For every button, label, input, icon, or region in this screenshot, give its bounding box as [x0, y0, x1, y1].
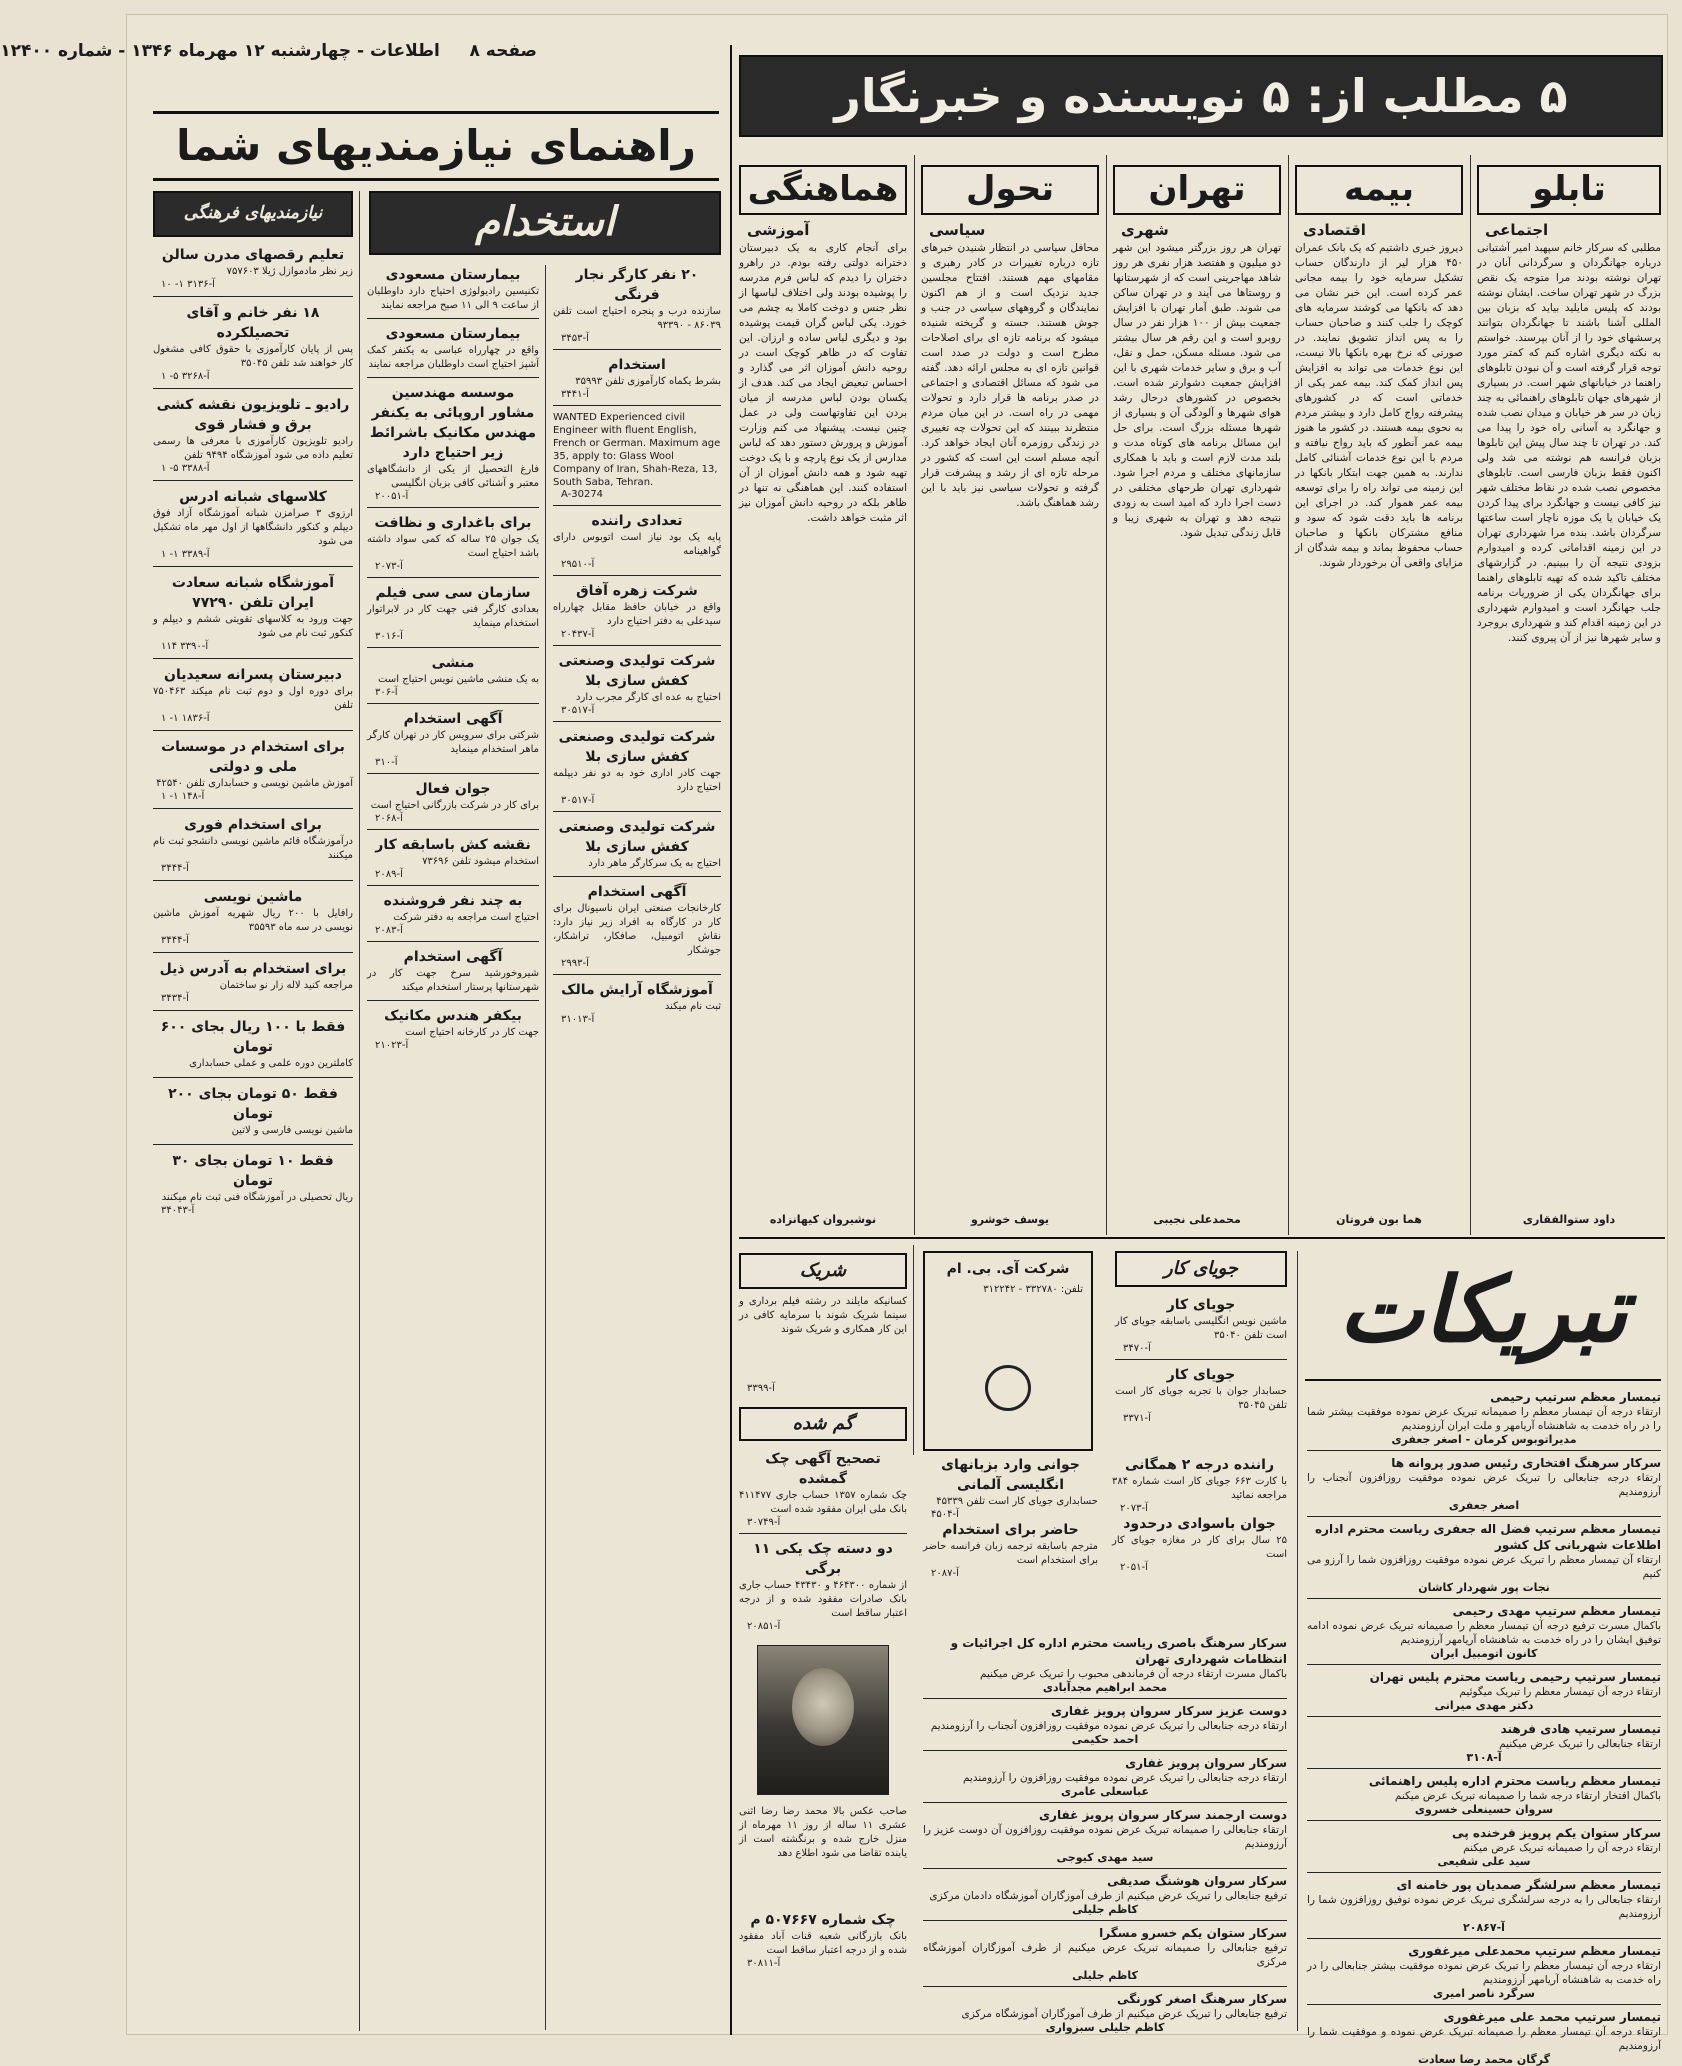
ad-body: برای دوره اول و دوم ثبت نام میکند ۷۵۰۴۶۳ تلفن: [153, 686, 353, 711]
congrats-signature: نجات پور شهردار کاشان: [1418, 1581, 1550, 1594]
column-title-tablo: [1477, 165, 1661, 215]
ad-code: آ-۳۴۴۱: [561, 389, 589, 400]
ibm-title: شرکت آی. بی. ام: [946, 1261, 1070, 1277]
congrats-signature: مدیراتوبوس کرمان - اصغر جعفری: [1391, 1433, 1577, 1446]
column-title-tahavol: [921, 165, 1099, 215]
ad-body: ریال تحصیلی در آموزشگاه فنی ثبت نام میکنند: [161, 1192, 353, 1203]
ad-code: آ-۲۰۷۳: [375, 561, 403, 572]
ad-code: آ-۳۱۰۱۳: [561, 1014, 595, 1025]
ad-body: ماشین نویس انگلیسی باسابقه جویای کار است تلفن ۳۵۰۴۰: [1115, 1316, 1287, 1341]
ad-title: تصحیح آگهی چک گمشده: [765, 1451, 881, 1487]
ad-body: آموزش ماشین نویسی و حسابداری تلفن ۴۲۵۴۰: [156, 778, 353, 789]
ad-code: ۱ -۱ آ-۱۸۳۶: [161, 713, 210, 724]
congrats-signature: کاظم جلیلی: [1072, 1969, 1138, 1982]
ad-code: ۱ -۵ آ-۳۳۸۸: [161, 463, 210, 474]
ad-body: ارزوی ۳ صرامزن شبانه آموزشگاه آزاد فوق دیپلم و کنکور دانشگاهها از اول مهر ماه تشکیل می شود: [153, 508, 353, 547]
congrats-signature: آ-۳۱۰۸: [1466, 1751, 1502, 1764]
ad-title: جویای کار: [1166, 1297, 1236, 1313]
ad-body: جهت ورود به کلاسهای تقویتی ششم و دیپلم و کنکور ثبت نام می شود: [153, 614, 353, 639]
congrats-signature: سرگرد ناصر امیری: [1433, 1987, 1535, 2000]
congrats-signature: سید مهدی کیوجی: [1056, 1851, 1154, 1864]
ad-title: شرکت تولیدی وصنعتی کفش سازی بلا: [558, 819, 716, 855]
ad-body: بشرط یکماه کارآموزی تلفن ۳۵۹۹۳: [575, 376, 721, 387]
ad-body: احتیاج به عده ای کارگر مجرب دارد: [576, 692, 721, 703]
congrats-signature: اصغر جعفری: [1448, 1499, 1520, 1512]
congrats-title: تیمسار معظم سرتیپ مهدی رحیمی: [1452, 1604, 1661, 1618]
column-sub-bime: اقتصادی: [1303, 221, 1366, 239]
ad-title: ماشین نویسی: [203, 889, 303, 905]
ad-body: فارغ التحصیل از یکی از دانشگاههای معتبر و آشنائی کافی بزبان انگلیسی: [367, 464, 539, 489]
ad-code: ۱ -۵ آ-۳۲۶۸: [161, 371, 210, 382]
ad-title: بیمارستان مسعودی: [385, 326, 521, 342]
ad-code: آ-۳۴۳۴: [161, 993, 189, 1004]
ad-code: آ-۳۱۰: [375, 757, 398, 768]
ad-body: یک جوان ۲۵ ساله که کمی سواد داشته باشد احتیاج است: [367, 534, 539, 559]
congrats-body: ترفیع جنابعالی را تبریک عرض میکنیم از طرف آموزگاران آموزشگاه مرکزی: [961, 2008, 1287, 2020]
ad-body: استخدام میشود تلفن ۷۳۶۹۶: [422, 856, 539, 867]
congrats-title: سرکار ستوان یکم پرویز فرخنده پی: [1452, 1826, 1661, 1840]
cheque-ad: [739, 1910, 907, 1969]
missing-person-text: صاحب عکس بالا محمد رضا رضا اثنی عشری ۱۱ ساله از روز ۱۱ مهرماه از منزل خارج شده و برنگشته است از یابنده تقاضا می شود اطلاع دهد: [739, 1806, 907, 1859]
ad-title: برای باغداری و نظافت: [374, 515, 532, 531]
col-title-text: تهران: [1148, 169, 1246, 209]
column-sub-tahavol: سیاسی: [929, 221, 986, 239]
congrats-body: باکمال مسرت ارتقاء درجه آن فرماندهی محبوب را تبریک عرض میکنیم: [979, 1668, 1287, 1680]
col-title-text: بیمه: [1343, 169, 1415, 209]
ad-title: جویای کار: [1166, 1367, 1236, 1383]
ad-title: فقط ۵۰ تومان بجای ۲۰۰ تومان: [168, 1086, 338, 1122]
lost-header: [739, 1407, 907, 1441]
column-body-hamahangi: برای آنجام کاری به یک دبیرستان دخترانه دولتی رفته بودم. در راهرو دختران را دیدم که لباس فرم مدرسه را پوشیده بودند ولی اختلاف لباسها از نظر جنس و دوخت کاملا به چشم می خورد. یکی لباس گران قیمت پوشیده بود و دیگری لباس ساده و ارزان. این تفاوت که در ظاهر کوچک است در روحیه دانش آموزان اثر می گذارد و احساس تبعیض ایجاد می کند. هدف از یکسان بودن لباس مدرسه از میان بردن این تفاوتهاست ولی در عمل چنین نیست. پیشنهاد می کنم وزارت آموزش و پرورش دستور دهد که لباس مدارس از یک نوع پارچه و با یک دوخت تهیه شود و همه دانش آموزان از آن استفاده کنند. این هماهنگی نه تنها در ظاهر بلکه در روحیه دانش آموزان نیز اثر مثبت خواهد داشت.: [739, 242, 907, 524]
congrats-title: دوست ارجمند سرکار سروان پرویز غفاری: [1039, 1808, 1287, 1822]
congrats-title: سرکار ستوان یکم خسرو مسگرا: [1099, 1926, 1287, 1940]
job-seekers-list-2: [923, 1455, 1287, 1579]
congrats-body: ارتقاء درجه جنابعالی را تبریک عرض نموده موفقیت روزافزون آنجناب را آرزومندیم: [1307, 1472, 1661, 1498]
congrats-title: تیمسار سرتیپ رحیمی ریاست محترم پلیس تهران: [1369, 1670, 1661, 1684]
ad-code: آ-۳۰۱۶: [375, 631, 403, 642]
ad-code: ۱ -۱ آ-۱۴۸: [161, 791, 205, 802]
congrats-title: تیمسار معظم سرتیپ محمدعلی میرغفوری: [1408, 1944, 1661, 1958]
col-title-text: هماهنگی: [747, 169, 899, 209]
job-seekers-header: [1115, 1251, 1287, 1287]
author-tehran: محمدعلی نجیبی: [1153, 1213, 1241, 1226]
missing-person-photo: [757, 1645, 889, 1795]
lost-ads: [739, 1449, 907, 1632]
header-info: [0, 41, 537, 61]
ad-body: احتیاج به یک سرکارگر ماهر دارد: [588, 858, 721, 869]
ad-body: احتیاج است مراجعه به دفتر شرکت: [393, 912, 539, 923]
ad-body: حسابدار جوان با تجربه جویای کار است تلفن ۳۵۰۴۵: [1115, 1386, 1287, 1411]
ad-title: برای استخدام در موسسات ملی و دولتی: [161, 739, 345, 775]
ad-body: چک شماره ۱۳۵۷ حساب جاری ۴۱۱۴۷۷ بانک ملی ایران مفقود شده است: [739, 1490, 908, 1515]
ad-title: برای استخدام فوری: [184, 817, 322, 833]
column-sub-hamahangi: آموزشی: [747, 221, 810, 239]
needs-header-text: نیازمندیهای فرهنگی: [183, 203, 323, 223]
author-hamahangi: نوشیروان کیهانزاده: [769, 1213, 877, 1226]
ad-code: آ-۳۴۴۴: [161, 935, 189, 946]
ad-title: ۱۸ نفر خانم و آقای تحصیلکرده: [186, 305, 320, 341]
congrats-body: ارتقاء درجه آن تیمسار معظم را تبریک میگوئیم: [1459, 1686, 1661, 1698]
col-title-text: تحول: [965, 169, 1055, 209]
column-sub-tehran: شهری: [1121, 221, 1169, 239]
ad-title: برای استخدام به آدرس ذیل: [159, 961, 347, 977]
ad-body: درآموزشگاه قائم ماشین نویسی دانشجو ثبت نام میکنند: [153, 836, 353, 861]
ad-code: آ-۲۰۴۳۷: [561, 629, 595, 640]
ad-title: ۲۰ نفر کارگر نجار فرنگی: [575, 267, 699, 303]
ad-code: آ-۳۰۷۴۹: [747, 1517, 781, 1528]
ad-title: نقشه کش باسابقه کار: [375, 837, 531, 853]
ad-code: آ-۳۰۵۱۷: [561, 795, 595, 806]
congrats-title: تیمسار معظم ریاست محترم اداره پلیس راهنمائی: [1368, 1774, 1661, 1788]
ad-title: آگهی استخدام: [403, 711, 503, 727]
congrats-body: ارتقاء درجه آن را صمیمانه تبریک عرض میکنم: [1463, 1842, 1661, 1854]
column-title-bime: [1295, 165, 1463, 215]
congrats-body: ارتقاء جنابعالی را به درجه سرلشگری تبریک عرض نموده توفیق روزافزون شما را آرزومندیم: [1307, 1894, 1661, 1920]
ad-title: حاضر برای استخدام: [942, 1522, 1079, 1538]
ad-title: دو دسته چک یکی ۱۱ برگی: [753, 1541, 893, 1577]
ad-code: آ-۲۰۸۹: [375, 869, 403, 880]
congrats-signature: گرگان محمد رضا سعادت: [1417, 2053, 1551, 2066]
congrats-body: ارتقاء آن تیمسار معظم را تبریک عرض نموده موفقیت روزافزون شما را آرزو می کنیم: [1307, 1554, 1661, 1580]
congratulations-header: [1305, 1251, 1661, 1381]
congrats-title: تیمسار معظم سرتیپ فضل اله جعفری ریاست محترم اداره اطلاعات شهربانی کل کشور: [1314, 1522, 1661, 1552]
ad-title: چک شماره ۵۰۷۶۶۷ م: [750, 1912, 896, 1928]
author-tablo: داود ستوالفقاری: [1522, 1213, 1616, 1226]
ad-body: سازنده درب و پنجره احتیاج است تلفن ۸۶۰۳۹ - ۹۳۳۹۰: [553, 306, 721, 331]
column-body-tablo: مطلبی که سرکار خانم سپهبد امیر آشتیانی درباره جهانگردان و سرگردانی آنان در تهران نوشته بودند مرا متوجه یک نقص بزرگ در شهر تهران ساخت. ایشان نوشته بودند که پلیس مایلید بیاید که بزبان بین المللی آشنا باشند تا جهانگردان بتوانند پرسشهای خود را از آنان بپرسند. خواستم به نکته دیگری اشاره کنم که کمتر مورد توجه قرار گرفته است و آن نبودن تابلوهای راهنما در خیابانهای شهر است. در بسیاری از شهرهای جهان تابلوهای راهنمائی به چند زبان در سر هر خیابان و میدان نصب شده و جهانگرد به آسانی راه خود را پیدا می کند. در تهران تا چند سال پیش این تابلوها بزبان فرانسه هم نوشته می شد ولی اکنون فقط بزبان فارسی است. تابلوهای مخصوص نصب شده در نقاط مختلف شهر نیز کافی نیست و جهانگرد برای پیدا کردن یک خیابان یا یک موزه ناچار است ساعتها سرگردان باشد. بنده مرا شهرداری تهران در این زمینه اقداماتی کرده و امیدوارم بزودی نتیجه آن را ببینیم. در گزارشهای مختلف تاکید شده که تهیه تابلوهای راهنما برای جهانگردان یکی از ضروریات برنامه جلب جهانگرد است و امیدوارم شهرداری در این زمینه اقدام کند و شهرداری بروجرد و سایر شهرها نیز از آن پیروی کنند.: [1477, 242, 1661, 644]
congrats-signature: سید علی شفیعی: [1437, 1855, 1531, 1868]
congrats-signature: کاظم جلیلی: [1072, 1903, 1138, 1916]
ad-code: ۱۰ -۱ آ-۳۱۳۶: [161, 279, 215, 290]
ad-body: از شماره ۴۶۴۳۰۰ و ۴۳۴۳۰ حساب جاری بانک صادرات مفقود شده و از درجه اعتبار ساقط است: [739, 1580, 907, 1619]
ad-title: آگهی استخدام: [403, 949, 503, 965]
ad-title: آگهی استخدام: [587, 884, 687, 900]
ad-body: رافایل با ۲۰۰ ریال شهریه آموزش ماشین نویسی در سه ماه ۳۵۵۹۳: [153, 908, 353, 933]
congrats-title: تیمسار سرتیپ محمد علی میرغفوری: [1443, 2010, 1661, 2024]
ad-body: بانک بازرگانی شعبه قنات آباد مفقود شده و از درجه اعتبار ساقط است: [739, 1931, 907, 1956]
ad-title: جوانی وارد بزبانهای انگلیسی آلمانی: [941, 1457, 1080, 1493]
column-body-bime: دیروز خبری داشتیم که یک بانک عمران ۴۵۰ هزار لیر از دارندگان حساب تشکیل سرمایه خود را بیمه مجانی عمر کرده است. این خبر نشان می دهد که بانکها می کوشند سرمایه های کوچک را جلب کنند و صاحبان حساب را به پس انداز تشویق نمایند. در صورتی که نرخ بهره بانکها بالا نیست، این نوع خدمات می تواند به افزایش پس انداز کمک کند. بیمه عمر یکی از خدماتی است که در کشورهای پیشرفته رواج کامل دارد و بیشتر مردم به نحوی بیمه هستند. در کشور ما هنوز بیمه عمر آنطور که باید رواج نیافته و مردم با این نوع خدمات آشنائی کامل ندارند. به همین جهت ابتکار بانکها در این زمینه می تواند راه را برای توسعه بیمه عمر هموار کند. در اجرای این برنامه ها باید دقت شود که سود و منافع مشترکان بانکها و صاحبان حساب محفوظ بماند و بیمه شدگان از مزایای واقعی آن برخوردار شوند.: [1295, 242, 1463, 569]
ad-title: فقط ۱۰ تومان بجای ۳۰ تومان: [172, 1153, 334, 1189]
congrats-signature: کاظم جلیلی سبزواری: [1045, 2021, 1165, 2034]
congrats-signature: عباسعلی عامری: [1061, 1785, 1149, 1798]
left-ad-column: [153, 245, 353, 1216]
ad-title: شرکت زهره آفاق: [576, 583, 698, 599]
ad-body: مراجعه کنید لاله زار نو ساختمان: [219, 980, 353, 991]
ad-body: ۲۵ سال برای کار در مغازه جویای کار است: [1112, 1535, 1287, 1560]
congrats-title: سرکار سروان هوشنگ صدیقی: [1107, 1874, 1287, 1888]
ad-body: پایه یک بود نیاز است اتوبوس دارای گواهینامه: [553, 532, 721, 557]
congrats-signature: سروان حسینعلی خسروی: [1414, 1803, 1554, 1816]
ad-body: ثبت نام میکند: [664, 1001, 721, 1012]
ad-title: به چند نفر فروشنده: [383, 893, 523, 909]
congrats-signature: احمد حکیمی: [1071, 1733, 1139, 1746]
ad-title: جوان باسوادی درحدود: [1123, 1516, 1276, 1532]
congrats-title: تیمسار معظم سرلشگر صمدیان پور خامنه ای: [1396, 1878, 1661, 1892]
ad-code: آ-۲۰۵۱: [1120, 1562, 1148, 1573]
job-seekers-header-text: جویای کار: [1163, 1258, 1239, 1279]
column-sub-tablo: اجتماعی: [1485, 221, 1549, 239]
author-tahavol: یوسف خوشرو: [970, 1213, 1050, 1226]
ad-body: پس از پایان کارآموزی با حقوق کافی مشغول کار خواهند شد تلفن ۳۵۰۴۵: [153, 344, 353, 369]
ad-code: آ-۳۴۴۴: [161, 863, 189, 874]
congrats-body: ارتقاء درجه جنابعالی را تبریک عرض نموده موفقیت روزافزون آنجناب را آرزومندیم: [930, 1720, 1287, 1732]
job-seekers-list: [1115, 1295, 1287, 1424]
ad-body: زیر نظر مادموازل ژیلا ۷۵۷۶۰۳: [226, 266, 353, 277]
ad-body: شرکتی برای سرویس کار در تهران کارگر ماهر استخدام مینماید: [367, 730, 539, 755]
ad-code: آ-۳۰۸۱۱: [747, 1958, 781, 1969]
ad-code: آ-۳۰۶: [375, 687, 398, 698]
congrats-body: ارتقاء درجه آن تیمسار معظم را تبریک عرض نموده موفقیت بیشتر جنابعالی را در راه خدمت به شاهنشاه آریامهر آرزومندیم: [1307, 1960, 1661, 1986]
ibm-logo-icon: [985, 1365, 1031, 1411]
congrats-body: ارتقاء جنابعالی را تبریک عرض میکنیم: [1499, 1738, 1661, 1750]
ad-title: راننده درجه ۲ همگانی: [1124, 1457, 1275, 1473]
ad-code: آ-۲۹۹۳: [561, 958, 589, 969]
ad-body: تکنیسین رادیولوژی احتیاج دارد داوطلبان از ساعت ۹ الی ۱۱ صبح مراجعه نمایند: [367, 286, 539, 311]
ad-title: سازمان سی سی فیلم: [375, 585, 531, 601]
ad-title: منشی: [431, 655, 475, 671]
partner-header-text: شریک: [799, 1260, 847, 1281]
ad-title: فقط با ۱۰۰ ریال بجای ۶۰۰ تومان: [160, 1019, 346, 1055]
header-page: صفحه ۸: [469, 41, 537, 61]
congrats-list-middle: [923, 1635, 1287, 2034]
face-shape: [792, 1668, 854, 1746]
ad-body: شیروخورشید سرخ جهت کار در شهرستانها پرستار استخدام میکند: [367, 968, 539, 993]
congrats-title: سرکار سروان پرویز غفاری: [1125, 1756, 1287, 1770]
ad-code: آ-۲۰۸۳: [375, 925, 403, 936]
ad-title: آموزشگاه آرایش مالک: [561, 982, 713, 998]
ad-title: بیمارستان مسعودی: [385, 267, 521, 283]
congrats-body: ارتقاء درجه آن تیمسار معظم را صمیمانه تبریک عرض نموده و موفقیت شما را آرزومندیم: [1307, 2026, 1661, 2052]
ad-body: مترجم باسابقه ترجمه زبان فرانسه حاضر برای استخدام است: [923, 1541, 1098, 1566]
column-body-tehran: تهران هر روز بزرگتر میشود این شهر دو میلیون و هفتصد هزار نفری هر روز شاهد مهاجرینی است که از شهرستانها و روستاها می آیند و در تهران ساکن می شوند. طبق آمار تهران با افزایش جمعیت بیش از ۱۰۰ هزار نفر در سال روبرو است و این رقم هر سال بیشتر می شود. مسئله مسکن، حمل و نقل، آب و برق و سایر خدمات شهری با این افزایش جمعیت دشوارتر شده است. بخصوص در کشورهای درحال رشد هوای شهرها و آلودگی آن و بسیاری از شهرها مسئله بزرگ است. برای حل این مسائل برنامه های کوتاه مدت و بلند مدت لازم است و باید با همکاری سازمانهای مختلف و مردم اجرا شود. شهرداری تهران طرحهای مختلفی در دست اجرا دارد که امید است به زودی نتیجه دهد و تهران به شهری زیبا و قابل زندگی تبدیل شود.: [1113, 242, 1281, 539]
ad-title: تعدادی راننده: [591, 513, 683, 529]
ad-title: تعلیم رقصهای مدرن سالن: [161, 247, 345, 263]
ad-code: آ-۳۴۰۴۳: [161, 1205, 195, 1216]
ad-title: شرکت تولیدی وصنعتی کفش سازی بلا: [558, 653, 716, 689]
congrats-signature: آ-۲۰۸۶۷: [1463, 1921, 1505, 1934]
ad-body: با کارت ۶۶۳ جویای کار است شماره ۳۸۴ مراجعه نمائید: [1112, 1476, 1287, 1501]
congrats-body: ارتقاء جنابعالی را صمیمانه تبریک عرض نموده موفقیت روزافزون آن دوست عزیز را آرزومندیم: [923, 1824, 1287, 1850]
column-title-tehran: [1113, 165, 1281, 215]
congrats-title: سرکار سرهنگ اصغر کورنگی: [1117, 1992, 1287, 2006]
center-ad-column: [367, 265, 539, 1051]
ad-code: آ-۴۵۰۴: [931, 1509, 959, 1520]
congrats-title: دوست عزیز سرکار سروان پرویز غفاری: [1050, 1704, 1287, 1718]
ad-code: آ-۲۹۵۱۰: [561, 559, 595, 570]
ad-code: ۱ -۱ آ-۳۳۸۹: [161, 549, 210, 560]
ad-body: رادیو تلویزیون کارآموزی با معرفی ها رسمی تعلیم داده می شود آموزشگاه ۹۴۹۴ تلفن: [153, 436, 353, 461]
congrats-title: تیمسار سرتیپ هادی فرهند: [1500, 1722, 1661, 1736]
ad-title: آموزشگاه شبانه سعادت ایران تلفن ۷۷۲۹۰: [171, 575, 335, 611]
ad-code: آ-۳۳۷۱: [1123, 1413, 1151, 1424]
ad-code: آ-۲۱۰۲۳: [375, 1040, 409, 1051]
header-date: اطلاعات - چهارشنبه ۱۲ مهرماه ۱۳۴۶ - شماره ۱۲۴۰۰: [0, 41, 440, 61]
congrats-title: سرکار سرهنگ افتخاری رئیس صدور پروانه ها: [1391, 1456, 1661, 1470]
ad-title: کلاسهای شبانه ادرس: [179, 489, 327, 505]
ad-body: ماشین نویسی فارسی و لاتین: [231, 1125, 353, 1136]
ad-title: بیکفر هندس مکانیک: [384, 1008, 522, 1024]
congrats-body: باکمال مسرت ترفیع درجه آن تیمسار معظم را صمیمانه تبریک عرض نموده ادامه توفیق ایشان را در راه خدمت به شاهنشاه آریامهر آرزومندیم: [1307, 1620, 1661, 1646]
column-body-tahavol: محافل سیاسی در انتظار شنیدن خبرهای تازه درباره تغییرات در کادر رهبری و مقامهای مهم هستند. افتتاح مجلسین جدید نزدیک است و از هم اکنون نمایندگان و گروههای سیاسی در جنب و جوش هستند. جسته و گریخته شنیده میشود که برنامه تازه ای برای اصلاحات مطرح است و دولت در صدد است قوانین تازه ای به مجلس ارائه دهد. گفته می شود که مسائل اقتصادی و اجتماعی در صدر برنامه ها قرار دارد و تحولات مهمی در راه است. در این میان مردم منتظرند ببینند که این تحولات چه تغییری در زندگی روزمره آنان ایجاد خواهد کرد. آنچه مسلم است این است که کشور در مرحله تازه ای از رشد و پیشرفت قرار گرفته و تحولات سیاسی نیز باید با این رشد هماهنگ باشد.: [921, 242, 1099, 509]
ad-title: استخدام: [608, 357, 666, 373]
ad-title: موسسه مهندسین مشاور اروپائی به یکنفر مهندس مکانیک باشرائط زیر احتیاج دارد: [369, 385, 537, 461]
ibm-ad-box: [923, 1251, 1093, 1451]
ad-body: جهت کادر اداری خود به دو نفر دیپلمه احتیاج دارد: [553, 768, 721, 793]
ibm-body: تلفن: ۳۳۲۷۸۰ - ۳۱۲۲۴۲: [983, 1284, 1083, 1295]
author-bime: هما بون فروتان: [1336, 1213, 1422, 1226]
ad-code: آ-۳۴۵۳: [561, 333, 589, 344]
main-headline: ۵ مطلب از: ۵ نویسنده و خبرنگار: [834, 69, 1568, 123]
ad-code: آ-۳۰۵۱۷: [561, 705, 595, 716]
right-ad-column: [553, 265, 721, 1025]
main-headline-banner: [739, 55, 1663, 137]
needs-header: [153, 191, 353, 237]
employment-header: [369, 191, 721, 255]
ad-code: A-30274: [561, 489, 604, 500]
ad-title: جوان فعال: [415, 781, 491, 797]
congrats-list-right: [1307, 1389, 1661, 2066]
ad-title: شرکت تولیدی وصنعتی کفش سازی بلا: [558, 729, 716, 765]
ad-code: آ-۳۴۷۰: [1123, 1343, 1151, 1354]
ad-body: کارخانجات صنعتی ایران ناسیونال برای کار در کارگاه به افراد زیر نیاز دارد: نقاش اتومبیل، صافکار، تراشکار، جوشکار: [553, 903, 721, 956]
ad-body: واقع در چهارراه عباسی به یکنفر کمک آشپز احتیاج است داوطلبان مراجعه نمایند: [367, 345, 539, 370]
congrats-body: ارتقاء درجه آن تیمسار معظم را صمیمانه تبریک عرض نموده موفقیت بیشتر شما را در راه خدمت به شاهنشاه آریامهر و ملت ایران آرزومندیم: [1307, 1406, 1661, 1432]
ad-body: جهت کار در کارخانه احتیاج است: [405, 1027, 539, 1038]
ad-body: واقع در خیابان حافظ مقابل چهارراه سیدعلی به دفتر احتیاج دارد: [553, 602, 721, 627]
ad-code: آ-۲۰۸۵۱: [747, 1621, 781, 1632]
newspaper-page: [0, 14, 1668, 2066]
classified-guide-title: [153, 111, 719, 181]
ad-title: رادیو ـ تلویزیون نقشه کشی برق و فشار قوی: [156, 397, 350, 433]
partnership-ad: کسانیکه مایلند در رشته فیلم برداری و سینما شریک شوند با سرمایه کافی در این کار همکاری و شریک شوند: [739, 1296, 907, 1335]
employment-header-text: استخدام: [475, 199, 615, 245]
congrats-body: باکمال افتخار ارتقاء درجه شما را صمیمانه تبریک عرض میکنم: [1394, 1790, 1661, 1802]
congrats-header-text: تبریکات: [1338, 1258, 1628, 1363]
ad-body: برای کار در شرکت بازرگانی احتیاج است: [370, 800, 539, 811]
congrats-body: ترفیع جنابعالی را تبریک عرض میکنیم از طرف آموزگاران آموزشگاه دادمان مرکزی: [929, 1890, 1287, 1902]
english-ad: WANTED Experienced civil Engineer with fluent English, French or German. Maximum age 35, apply to: Glass Wool Company of Iran, Shah-Reza, 13, South Saba, Tehran.: [553, 412, 721, 488]
column-title-hamahangi: [739, 165, 907, 215]
lost-header-text: گم شده: [792, 1413, 854, 1434]
congrats-title: سرکار سرهنگ باصری ریاست محترم اداره کل اجرائیات و انتظامات شهرداری تهران: [950, 1636, 1287, 1666]
col-title-text: تابلو: [1532, 169, 1606, 209]
congrats-signature: محمد ابراهیم مجدآبادی: [1042, 1681, 1168, 1694]
partnership-header: [739, 1253, 907, 1289]
ad-body: کاملترین دوره علمی و عملی حسابداری: [189, 1058, 353, 1069]
congrats-body: ترفیع جنابعالی را صمیمانه تبریک عرض میکنیم از طرف آموزگاران آموزشگاه مرکزی: [923, 1942, 1287, 1968]
ad-body: به یک منشی ماشین نویس احتیاج است: [378, 674, 539, 685]
ad-title: دبیرستان پسرانه سعیدیان: [164, 667, 342, 683]
congrats-body: ارتقاء درجه جنابعالی را تبریک عرض نموده موفقیت روزافزون را آرزومندیم: [962, 1772, 1287, 1784]
ad-code: آ-۲۰۸۷: [931, 1568, 959, 1579]
guide-title-text: راهنمای نیازمندیهای شما: [176, 121, 696, 170]
partnership-code: آ-۳۳۹۹: [747, 1383, 775, 1394]
congrats-signature: کانون اتومبیل ایران: [1430, 1647, 1538, 1660]
ad-code: ۱۱۴ آ-۳۳۹۰: [161, 641, 209, 652]
congrats-title: تیمسار معظم سرتیپ رحیمی: [1490, 1390, 1661, 1404]
congrats-signature: دکتر مهدی میرانی: [1434, 1699, 1534, 1712]
ad-body: بعدادی کارگر فنی جهت کار در لابراتوار استخدام مینماید: [367, 604, 539, 629]
ad-code: آ-۲۰۶۸: [375, 813, 403, 824]
ad-body: حسابداری جویای کار است تلفن ۴۵۳۳۹: [936, 1496, 1098, 1507]
ad-code: آ-۲۰۷۳: [1120, 1503, 1148, 1514]
ad-code: آ-۲۰۰۵۱: [375, 491, 409, 502]
